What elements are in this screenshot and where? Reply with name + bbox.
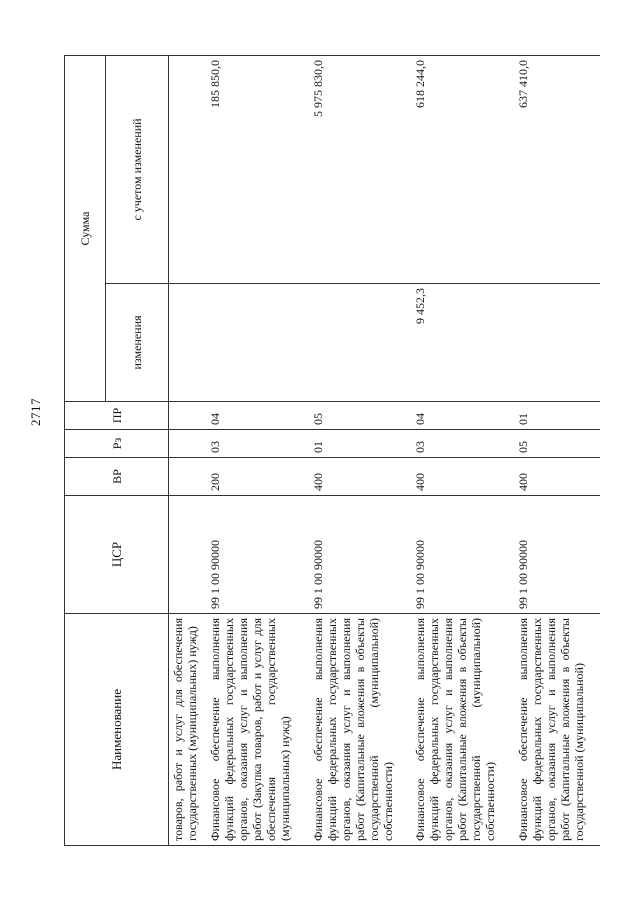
row-total: 637 410,0 bbox=[514, 55, 600, 283]
row-vr: 400 bbox=[411, 458, 513, 496]
row-name: Финансовое обеспечение выполнения функций федеральных государственных органов, оказания услуг и выполнения работ (Капитальные вложения в объекты государственной (муниципальной) собственности) bbox=[411, 614, 513, 846]
row-change bbox=[169, 284, 207, 402]
row-name: Финансовое обеспечение выполнения функций федеральных государственных органов, оказания услуг и выполнения работ (Капитальные вложения в объекты государственной (муниципальной) собственности) bbox=[309, 614, 411, 846]
row-rz: 03 bbox=[206, 430, 308, 458]
row-rz bbox=[169, 430, 207, 458]
row-rz: 05 bbox=[514, 430, 600, 458]
row-vr: 200 bbox=[206, 458, 308, 496]
table-row bbox=[206, 55, 308, 845]
header-csr: ЦСР bbox=[65, 496, 169, 614]
header-pr: ПР bbox=[65, 402, 169, 430]
row-pr: 04 bbox=[411, 402, 513, 430]
row-name: товаров, работ и услуг для обеспечения государственных (муниципальных) нужд) bbox=[169, 614, 207, 846]
header-name: Наименование bbox=[65, 614, 169, 846]
row-csr: 99 1 00 90000 bbox=[411, 496, 513, 614]
row-total: 5 975 830,0 bbox=[309, 55, 411, 283]
row-csr: 99 1 00 90000 bbox=[206, 496, 308, 614]
table-row bbox=[169, 55, 207, 845]
row-change: 9 452,3 bbox=[411, 284, 513, 402]
rotated-table-container bbox=[64, 56, 600, 846]
row-change bbox=[206, 284, 308, 402]
page-number: 2717 bbox=[28, 398, 43, 426]
header-vr: ВР bbox=[65, 458, 169, 496]
row-name: Финансовое обеспечение выполнения функций федеральных государственных органов, оказания услуг и выполнения работ (Капитальные вложения в объекты государственной (муниципальной) bbox=[514, 614, 600, 846]
header-rz: Рз bbox=[65, 430, 169, 458]
table-row bbox=[411, 55, 513, 845]
row-csr: 99 1 00 90000 bbox=[309, 496, 411, 614]
header-changes: изменения bbox=[106, 284, 169, 402]
row-change bbox=[514, 284, 600, 402]
table-row bbox=[309, 55, 411, 845]
row-change bbox=[309, 284, 411, 402]
row-pr bbox=[169, 402, 207, 430]
header-sum: Сумма bbox=[65, 55, 106, 401]
row-name: Финансовое обеспечение выполнения функций федеральных государственных органов, оказания услуг и выполнения работ (Закупка товаров, работ и услуг для обеспечения государственных (муниципальных) нужд) bbox=[206, 614, 308, 846]
budget-table bbox=[64, 55, 600, 846]
row-vr: 400 bbox=[514, 458, 600, 496]
row-pr: 04 bbox=[206, 402, 308, 430]
row-csr: 99 1 00 90000 bbox=[514, 496, 600, 614]
row-total bbox=[169, 55, 207, 283]
row-pr: 01 bbox=[514, 402, 600, 430]
row-total: 185 850,0 bbox=[206, 55, 308, 283]
row-rz: 03 bbox=[411, 430, 513, 458]
row-rz: 01 bbox=[309, 430, 411, 458]
row-vr bbox=[169, 458, 207, 496]
table-row bbox=[514, 55, 600, 845]
row-total: 618 244,0 bbox=[411, 55, 513, 283]
row-pr: 05 bbox=[309, 402, 411, 430]
row-csr bbox=[169, 496, 207, 614]
row-vr: 400 bbox=[309, 458, 411, 496]
header-with-changes: с учетом изменений bbox=[106, 55, 169, 283]
